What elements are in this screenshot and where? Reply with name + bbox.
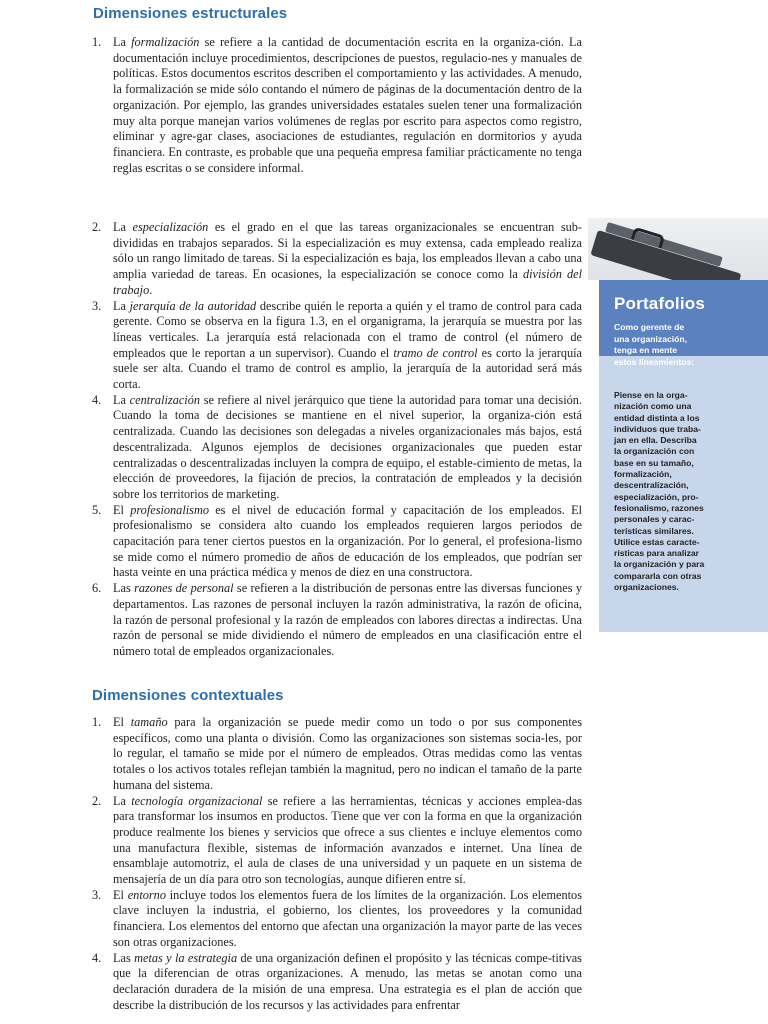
item-number: 3.: [92, 298, 102, 313]
item-text: La centralización se refiere al nivel jerárquico que tiene la autoridad para tomar una decisión. Cuando la toma de decisiones se mantiene en el nivel superior, la organiza-​ción está centralizada. Cuando las decisiones son delegadas a niveles organizacionales más bajos, está descentralizada. Algunos ejemplos de decisiones organizacionales que pueden estar centralizadas o descentralizadas incluyen la compra de equipo, el estable-​cimiento de metas, la elección de proveedores, la fijación de precios, la contratación de empleados y la decisión sobre los territorios de marketing.: [113, 392, 583, 501]
sidebar-line: la organización y para: [614, 559, 705, 570]
sidebar-body: [599, 382, 768, 632]
item-text: El tamaño para la organización se puede medir como un todo o por sus componentes específicos, como una planta o división. Como las organizaciones son sistemas socia-​les, por lo regular, el tamaño se mide por el número de empleados. Otras medidas como las ventas totales o los activos totales reflejan también la magnitud, pero no indican el tamaño de la parte humana del sistema.: [113, 715, 582, 792]
item-number: 4.: [92, 392, 102, 407]
list-item: [90, 581, 582, 660]
sidebar-line: personales y carac-: [614, 514, 695, 525]
sidebar-line: nización como una: [614, 401, 692, 412]
item-text: El profesionalismo es el nivel de educación formal y capacitación de los empleados. El profesionalismo se considera alto cuando los empleados requieren largos periodos de capacitación para tener ciertos puestos en la organización. Por lo general, el profesiona-​lismo se mide como el número promedio de años de educación de los empleados, que podrían ser hasta veinte en una práctica médica y menos de diez en una constructora.: [113, 502, 582, 580]
list-item: [90, 951, 582, 1014]
sidebar-line: especialización, pro-: [614, 491, 699, 502]
briefcase-photo: [588, 218, 768, 280]
sidebar-title: Portafolios: [614, 294, 705, 313]
structural-list-part-1: [90, 35, 582, 176]
item-number: 1.: [92, 715, 102, 729]
sidebar-line: estos lineamientos:: [614, 356, 695, 367]
list-item: [90, 299, 582, 393]
structural-dimensions-heading: Dimensiones estructurales: [93, 5, 288, 22]
item-text: La tecnología organizacional se refiere a las herramientas, técnicas y acciones emplea-​das para transformar los insumos en productos. Tiene que ver con la forma en que la organización produce realmente los bienes y servicios que ofrece a sus clientes e incluye elementos como una manufactura flexible, sistemas de información avanzados e internet. Una línea de ensamblaje automotriz, el aula de clases de una universidad y un paquete en un sistema de mensajería de un día para otro son tecnologías, aunque difieren entre sí.: [113, 793, 583, 887]
sidebar-line: terísticas similares.: [614, 525, 694, 536]
list-item: [90, 503, 582, 582]
sidebar-line: base en su tamaño,: [614, 457, 694, 468]
item-number: 6.: [92, 581, 102, 596]
sidebar-line: Utilice estas caracte-: [614, 536, 700, 547]
item-number: 5.: [92, 502, 102, 517]
item-number: 2.: [92, 793, 102, 808]
list-item: [90, 393, 582, 503]
sidebar-line: descentralización,: [614, 480, 689, 491]
item-text: La formalización se refiere a la cantidad de documentación escrita en la organiza-​ción. La documentación incluye procedimientos, descripciones de puestos, regulacio-​nes y manuales de políticas. Estos documentos escritos describen el comportamiento y las actividades. A menudo, la formalización se mide sólo contando el número de páginas de la documentación dentro de la organización. Por ejemplo, las grandes universidades estatales suelen tener una formalización muy alta porque manejan varios volúmenes de reglas por escrito para aspectos como registro, eliminar y agre-​gar clases, asociaciones de estudiantes, regulación en dormitorios y ayuda financiera. En contraste, es probable que una pequeña empresa familiar prácticamente no tenga reglas escritas o se considere informal.: [113, 35, 582, 175]
item-text: Las razones de personal se refieren a la distribución de personas entre las diversas funciones y departamentos. Las razones de personal incluyen la razón administrativa, la razón de oficina, la razón de personal profesional y la razón de empleados con labores directas a indirectas. Una razón de personal se mide dividiendo el número de empleados en una clasificación entre el número total de empleados organizacionales.: [113, 581, 582, 658]
contextual-dimensions-heading: Dimensiones contextuales: [92, 687, 284, 704]
sidebar-line: rísticas para analizar: [614, 548, 700, 559]
sidebar-line: formalización,: [614, 469, 672, 480]
sidebar-line: Como gerente de: [614, 322, 685, 332]
sidebar-line: la organización con: [614, 446, 695, 457]
sidebar-line: individuos que traba-: [614, 423, 701, 434]
item-text: El entorno incluye todos los elementos fuera de los límites de la organización. Los elementos clave incluyen la industria, el gobierno, los clientes, los proveedores y la comunidad financiera. Los elementos del entorno que afectan una organización la mayor parte de las veces son otras organizaciones.: [113, 887, 582, 949]
item-number: 3.: [92, 887, 102, 902]
sidebar-line: jan en ella. Describa: [614, 435, 697, 446]
item-text: La jerarquía de la autoridad describe quién le reporta a quién y el tramo de control para cada gerente. Como se observa en la figura 1.3, en el organigrama, la jerarquía se muestra por las líneas verticales. La jerarquía está relacionada con el tramo de control (el número de empleados que le reportan a un supervisor). Cuando el tramo de control es corto la jerarquía suele ser alta. Cuando el tramo de control es amplio, la jerarquía de la autoridad será más corta.: [113, 298, 583, 392]
portafolios-sidebar: [599, 280, 768, 632]
list-item: [90, 794, 582, 888]
item-text: La especialización es el grado en el que las tareas organizacionales se encuentran sub-​divididas en trabajos separados. Si la especialización es muy extensa, cada empleado realiza sólo un rango limitado de tareas. Si la especialización es baja, los empleados llevan a cabo una amplia variedad de tareas. En ocasiones, la especialización se conoce como la división del trabajo.: [113, 220, 583, 297]
structural-list-part-2: [90, 220, 582, 660]
sidebar-line: una organización,: [614, 333, 688, 344]
sidebar-header: [599, 280, 768, 367]
contextual-list: [90, 715, 582, 1013]
sidebar-line: compararla con otras: [614, 570, 702, 581]
sidebar-line: Piense en la orga-: [614, 390, 688, 400]
item-number: 2.: [92, 220, 102, 234]
sidebar-line: organizaciones.: [614, 582, 679, 593]
sidebar-line: tenga en mente: [614, 345, 678, 355]
item-text: Las metas y la estrategia de una organización definen el propósito y las técnicas compe-​titivas que la diferencian de otras organizaciones. A menudo, las metas se anotan como una declaración duradera de la misión de una empresa. Una estrategia es el plan de acción que describe la distribución de los recursos y las actividades para enfrentar: [113, 950, 582, 1012]
list-item: [90, 35, 582, 176]
item-number: 1.: [92, 35, 102, 49]
item-number: 4.: [92, 950, 102, 965]
list-item: [90, 715, 582, 794]
list-item: [90, 220, 582, 299]
sidebar-line: fesionalismo, razones: [614, 502, 704, 513]
sidebar-line: entidad distinta a los: [614, 412, 700, 423]
list-item: [90, 888, 582, 951]
